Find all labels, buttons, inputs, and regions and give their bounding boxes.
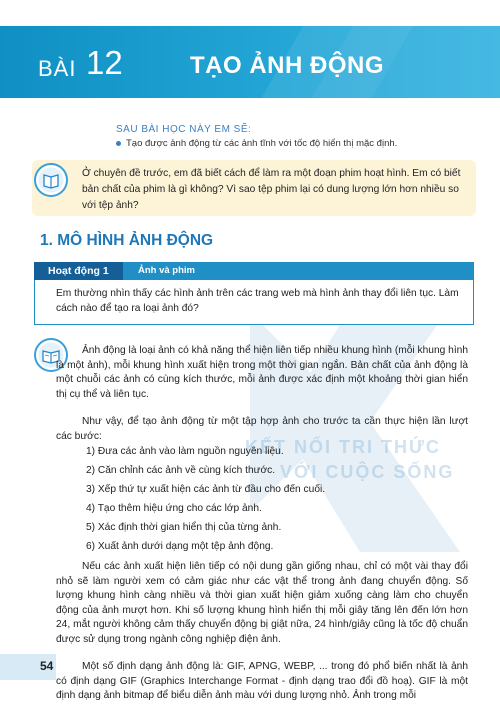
lesson-label: BÀI: [38, 56, 77, 81]
step-item: 3) Xếp thứ tự xuất hiện các ảnh từ đầu cho đến cuối.: [86, 484, 326, 495]
intro-text: Ở chuyên đề trước, em đã biết cách để làm ra một đoạn phim hoạt hình. Em có biết bản chất của phim là gì không? Vì sao tệp phim lại có dung lượng lớn hơn nhiều so với tệp ảnh?: [82, 168, 461, 211]
objectives-title: SAU BÀI HỌC NÀY EM SẼ:: [116, 124, 252, 135]
objective-text: Tạo được ảnh động từ các ảnh tĩnh với tốc độ hiển thị mặc định.: [126, 138, 398, 149]
paragraph: Nếu các ảnh xuất hiện liên tiếp có nội dung gần giống nhau, chỉ có một vài thay đổi nhỏ sẽ làm người xem có cảm giác như các vật thể trong ảnh đang chuyển động. Số lượng khung hình càng nhiều và thời gian xuất hiện giảm xuống càng làm cho chuyển động của ảnh mượt hơn. Khi số lượng khung hình hiển thị mỗi giây tăng lên đến lớn hơn 24, mắt người không cảm thấy chuyển động bị giật nữa, 24 hình/giây cũng là tốc độ chuẩn được sử dụng trong ngành công nghiệp điện ảnh.: [56, 561, 468, 645]
step-item: 2) Căn chỉnh các ảnh về cùng kích thước.: [86, 465, 276, 476]
watermark-text: VỚI CUỘC SỐNG: [280, 462, 455, 482]
step-item: 5) Xác định thời gian hiển thị của từng ảnh.: [86, 522, 282, 533]
step-item: 1) Đưa các ảnh vào làm nguồn nguyên liệu.: [86, 446, 284, 457]
lesson-title: TẠO ẢNH ĐỘNG: [190, 52, 384, 79]
bullet-icon: [116, 141, 121, 146]
watermark-text: KẾT NỐI TRI THỨC: [245, 437, 441, 457]
activity-tag: Hoạt động 1: [34, 262, 123, 280]
lesson-number: 12: [86, 44, 123, 81]
book-icon: [34, 163, 68, 197]
paragraph: Ảnh động là loại ảnh có khả năng thể hiện liên tiếp nhiều khung hình (mỗi khung hình là một ảnh), mỗi khung hình xuất hiện trong một thời gian ngắn. Bản chất của ảnh động là một chuỗi các ảnh có cùng kích thước, mỗi ảnh được xác định một khoảng thời gian hiển thị cụ thể và liên tục.: [56, 345, 468, 400]
paragraph: Một số định dạng ảnh động là: GIF, APNG, WEBP, ... trong đó phổ biến nhất là ảnh có định dạng GIF (Graphics Interchange Format - định dạng trao đổi đồ hoạ). GIF là một định dạng ảnh bitmap để biểu diễn ảnh màu với dung lượng nhỏ. Ảnh trong mỗi: [56, 661, 468, 701]
lesson-banner: [0, 26, 500, 98]
step-item: 6) Xuất ảnh dưới dạng một tệp ảnh động.: [86, 541, 274, 552]
section-heading: 1. MÔ HÌNH ẢNH ĐỘNG: [40, 232, 214, 249]
paragraph: Như vậy, để tạo ảnh động từ một tập hợp ảnh cho trước ta cần thực hiện lần lượt các bước:: [56, 416, 468, 442]
step-item: 4) Tạo thêm hiệu ứng cho các lớp ảnh.: [86, 503, 262, 514]
activity-text: Em thường nhìn thấy các hình ảnh trên các trang web mà hình ảnh thay đổi liên tục. Làm cách nào để tạo ra loại ảnh đó?: [56, 288, 459, 314]
activity-name: Ảnh và phim: [138, 265, 196, 276]
objective-item: [116, 138, 397, 149]
page-number: 54: [40, 659, 54, 673]
